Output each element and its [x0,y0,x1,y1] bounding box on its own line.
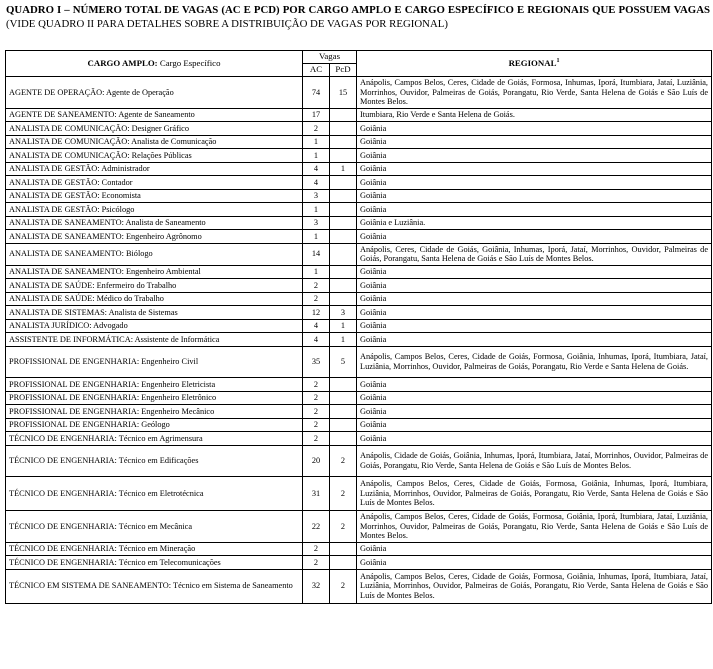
pcd-cell [330,405,357,419]
ac-cell: 17 [303,108,330,122]
cargo-cell: PROFISSIONAL DE ENGENHARIA: Engenheiro Mecânico [6,405,303,419]
table-row [6,391,712,405]
pcd-cell [330,542,357,556]
table-row [6,542,712,556]
pcd-cell [330,378,357,392]
table-row [6,135,712,149]
pcd-cell: 2 [330,477,357,511]
regional-cell: Goiânia [357,306,712,320]
header-regional-footnote: 1 [556,57,560,64]
header-ac: AC [303,64,330,77]
ac-cell: 4 [303,176,330,190]
regional-cell: Anápolis, Campos Belos, Ceres, Cidade de Goiás, Formosa, Inhumas, Iporá, Itumbiara, Jataí, Luziânia, Morrinhos, Ouvidor, Palmeiras de Goiás, Porangatu, Rio Verde, Santa Helena de Goiás e São Luís de Montes Belos. [357,77,712,109]
cargo-cell: ANALISTA DE GESTÃO: Contador [6,176,303,190]
regional-cell: Anápolis, Campos Belos, Ceres, Cidade de Goiás, Formosa, Goiânia, Iporá, Itumbiara, Jataí, Luziânia, Morrinhos, Ouvidor, Palmeiras de Goiás, Porangatu, Rio Verde, Santa Helena de Goiás e São Luís de Montes Belos. [357,511,712,543]
ac-cell: 2 [303,378,330,392]
cargo-cell: TÉCNICO EM SISTEMA DE SANEAMENTO: Técnico em Sistema de Saneamento [6,569,303,603]
ac-cell: 74 [303,77,330,109]
cargo-cell: ANALISTA DE SISTEMAS: Analista de Sistemas [6,306,303,320]
table-row [6,176,712,190]
ac-cell: 1 [303,135,330,149]
table-row [6,445,712,477]
cargo-cell: ANALISTA DE SANEAMENTO: Engenheiro Agrônomo [6,230,303,244]
regional-cell: Goiânia [357,405,712,419]
header-pcd: PcD [330,64,357,77]
pcd-cell [330,556,357,570]
ac-cell: 2 [303,432,330,446]
pcd-cell [330,108,357,122]
table-row [6,122,712,136]
title-bold: QUADRO I – NÚMERO TOTAL DE VAGAS (AC E PCD) POR CARGO AMPLO E CARGO ESPECÍFICO E REGIONAIS QUE POSSUEM VAGAS [6,4,710,16]
ac-cell: 2 [303,292,330,306]
cargo-cell: ANALISTA DE COMUNICAÇÃO: Analista de Comunicação [6,135,303,149]
regional-cell: Goiânia [357,230,712,244]
regional-cell: Goiânia [357,279,712,293]
table-row [6,511,712,543]
regional-cell: Goiânia [357,265,712,279]
cargo-cell: TÉCNICO DE ENGENHARIA: Técnico em Edificações [6,445,303,477]
cargo-cell: ANALISTA JURÍDICO: Advogado [6,319,303,333]
cargo-cell: TÉCNICO DE ENGENHARIA: Técnico em Mecânica [6,511,303,543]
pcd-cell [330,149,357,163]
ac-cell: 1 [303,203,330,217]
document-title [6,3,710,31]
table-row [6,405,712,419]
pcd-cell [330,203,357,217]
cargo-cell: ANALISTA DE SANEAMENTO: Analista de Saneamento [6,216,303,230]
regional-cell: Goiânia [357,122,712,136]
pcd-cell [330,265,357,279]
cargo-cell: ANALISTA DE SANEAMENTO: Biólogo [6,243,303,265]
pcd-cell: 1 [330,319,357,333]
cargo-cell: AGENTE DE SANEAMENTO: Agente de Saneamento [6,108,303,122]
regional-cell: Goiânia [357,542,712,556]
pcd-cell [330,189,357,203]
pcd-cell: 1 [330,162,357,176]
header-regional [357,51,712,77]
cargo-cell: ASSISTENTE DE INFORMÁTICA: Assistente de Informática [6,333,303,347]
regional-cell: Anápolis, Campos Belos, Ceres, Cidade de Goiás, Formosa, Goiânia, Inhumas, Iporá, Itumbiara, Jataí, Luziânia, Morrinhos, Ouvidor, Palmeiras de Goiás, Porangatu, Rio Verde, Santa Helena de Goiás e São Luís de Montes Belos. [357,569,712,603]
pcd-cell: 1 [330,333,357,347]
table-row [6,265,712,279]
table-row [6,77,712,109]
table-row [6,333,712,347]
cargo-cell: PROFISSIONAL DE ENGENHARIA: Engenheiro Eletrônico [6,391,303,405]
ac-cell: 4 [303,162,330,176]
table-row [6,292,712,306]
ac-cell: 20 [303,445,330,477]
cargo-cell: TÉCNICO DE ENGENHARIA: Técnico em Telecomunicações [6,556,303,570]
table-row [6,108,712,122]
regional-cell: Goiânia [357,391,712,405]
ac-cell: 1 [303,265,330,279]
pcd-cell: 2 [330,445,357,477]
pcd-cell [330,292,357,306]
table-row [6,346,712,378]
ac-cell: 4 [303,333,330,347]
pcd-cell: 15 [330,77,357,109]
table-row [6,556,712,570]
header-vagas: Vagas [303,51,357,64]
cargo-cell: ANALISTA DE SAÚDE: Médico do Trabalho [6,292,303,306]
regional-cell: Anápolis, Cidade de Goiás, Goiânia, Inhumas, Iporá, Itumbiara, Jataí, Morrinhos, Ouvidor, Palmeiras de Goiás, Porangatu, Rio Verde, Santa Helena de Goiás e São Luís de Montes Belos. [357,445,712,477]
cargo-cell: AGENTE DE OPERAÇÃO: Agente de Operação [6,77,303,109]
regional-cell: Itumbiara, Rio Verde e Santa Helena de Goiás. [357,108,712,122]
table-row [6,216,712,230]
table-row [6,569,712,603]
ac-cell: 32 [303,569,330,603]
regional-cell: Goiânia [357,556,712,570]
pcd-cell [330,176,357,190]
pcd-cell: 5 [330,346,357,378]
pcd-cell: 2 [330,511,357,543]
cargo-cell: ANALISTA DE GESTÃO: Psicólogo [6,203,303,217]
cargo-cell: ANALISTA DE GESTÃO: Administrador [6,162,303,176]
cargo-cell: ANALISTA DE GESTÃO: Economista [6,189,303,203]
table-row [6,243,712,265]
cargo-cell: ANALISTA DE SANEAMENTO: Engenheiro Ambiental [6,265,303,279]
ac-cell: 2 [303,405,330,419]
regional-cell: Anápolis, Campos Belos, Ceres, Cidade de Goiás, Formosa, Goiânia, Inhumas, Iporá, Itumbiara, Jataí, Luziânia, Morrinhos, Ouvidor, Palmeiras de Goiás, Porangatu, Rio Verde e Santa Helena de Goiás. [357,346,712,378]
pcd-cell [330,432,357,446]
pcd-cell [330,122,357,136]
pcd-cell [330,279,357,293]
header-cargo-bold: CARGO AMPLO: [87,57,158,68]
ac-cell: 2 [303,279,330,293]
ac-cell: 1 [303,149,330,163]
cargo-cell: ANALISTA DE COMUNICAÇÃO: Relações Públicas [6,149,303,163]
regional-cell: Goiânia [357,162,712,176]
table-row [6,432,712,446]
table-header [6,51,712,77]
regional-cell: Goiânia [357,189,712,203]
table-row [6,203,712,217]
cargo-cell: PROFISSIONAL DE ENGENHARIA: Geólogo [6,418,303,432]
ac-cell: 3 [303,216,330,230]
table-row [6,279,712,293]
cargo-cell: TÉCNICO DE ENGENHARIA: Técnico em Mineração [6,542,303,556]
ac-cell: 35 [303,346,330,378]
regional-cell: Anápolis, Ceres, Cidade de Goiás, Goiânia, Inhumas, Iporá, Jataí, Morrinhos, Ouvidor, Palmeiras de Goiás, Porangatu, Santa Helena de Goiás e São Luís de Montes Belos. [357,243,712,265]
table-row [6,418,712,432]
ac-cell: 2 [303,556,330,570]
regional-cell: Goiânia [357,176,712,190]
pcd-cell [330,391,357,405]
regional-cell: Goiânia [357,432,712,446]
pcd-cell: 2 [330,569,357,603]
pcd-cell [330,418,357,432]
table-row [6,378,712,392]
table-row [6,189,712,203]
pcd-cell: 3 [330,306,357,320]
ac-cell: 14 [303,243,330,265]
ac-cell: 2 [303,122,330,136]
regional-cell: Goiânia [357,378,712,392]
header-regional-label: REGIONAL [508,57,557,68]
regional-cell: Goiânia [357,418,712,432]
regional-cell: Goiânia [357,292,712,306]
pcd-cell [330,243,357,265]
ac-cell: 12 [303,306,330,320]
header-cargo-normal: Cargo Específico [157,57,221,68]
ac-cell: 2 [303,418,330,432]
table-row [6,149,712,163]
ac-cell: 2 [303,391,330,405]
ac-cell: 4 [303,319,330,333]
cargo-cell: ANALISTA DE COMUNICAÇÃO: Designer Gráfico [6,122,303,136]
table-row [6,477,712,511]
header-cargo [6,51,303,77]
table-row [6,319,712,333]
ac-cell: 2 [303,542,330,556]
regional-cell: Goiânia [357,319,712,333]
pcd-cell [330,216,357,230]
cargo-cell: PROFISSIONAL DE ENGENHARIA: Engenheiro Civil [6,346,303,378]
ac-cell: 31 [303,477,330,511]
regional-cell: Goiânia e Luziânia. [357,216,712,230]
table-body [6,77,712,604]
table-row [6,306,712,320]
pcd-cell [330,230,357,244]
ac-cell: 3 [303,189,330,203]
table-row [6,162,712,176]
regional-cell: Anápolis, Campos Belos, Ceres, Cidade de Goiás, Formosa, Goiânia, Inhumas, Iporá, Itumbiara, Luziânia, Morrinhos, Ouvidor, Palmeiras de Goiás, Porangatu, Rio Verde, Santa Helena de Goiás e São Luís de Montes Belos. [357,477,712,511]
title-normal: (VIDE QUADRO II PARA DETALHES SOBRE A DISTRIBUIÇÃO DE VAGAS POR REGIONAL) [6,18,448,30]
cargo-cell: PROFISSIONAL DE ENGENHARIA: Engenheiro Eletricista [6,378,303,392]
cargo-cell: TÉCNICO DE ENGENHARIA: Técnico em Agrimensura [6,432,303,446]
regional-cell: Goiânia [357,203,712,217]
cargo-cell: TÉCNICO DE ENGENHARIA: Técnico em Eletrotécnica [6,477,303,511]
regional-cell: Goiânia [357,333,712,347]
pcd-cell [330,135,357,149]
regional-cell: Goiânia [357,149,712,163]
table-row [6,230,712,244]
vacancy-table [5,50,712,604]
ac-cell: 22 [303,511,330,543]
regional-cell: Goiânia [357,135,712,149]
cargo-cell: ANALISTA DE SAÚDE: Enfermeiro do Trabalho [6,279,303,293]
ac-cell: 1 [303,230,330,244]
